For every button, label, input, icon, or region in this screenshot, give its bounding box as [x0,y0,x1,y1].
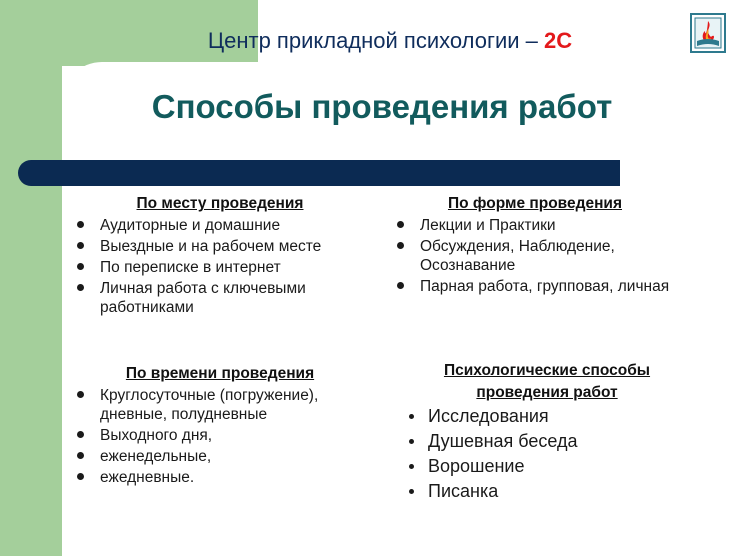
bullet-list [70,216,370,317]
bullet-icon [409,439,414,444]
bullet-icon [77,284,84,291]
bullet-list [390,216,680,296]
bullet-icon [77,221,84,228]
bullet-icon [397,282,404,289]
list-item: Писанка [404,479,690,504]
section-place [70,194,370,317]
header-text: Центр прикладной психологии – [207,28,545,53]
list-item: Аудиторные и домашние [70,216,370,235]
header-accent: 2С [544,28,573,53]
bullet-icon [77,452,84,459]
list-item: По переписке в интернет [70,258,370,277]
page-title: Способы проведения работ [151,88,613,125]
list-item: Обсуждения, Наблюдение, Осознавание [390,237,680,275]
list-item: Ворошение [404,454,690,479]
section-heading: По форме проведения [447,195,623,212]
bullet-icon [409,489,414,494]
section-time [70,364,370,487]
section-heading: По месту проведения [136,195,304,212]
divider-bar [18,160,620,186]
bullet-icon [397,221,404,228]
list-item: Личная работа с ключевыми работниками [70,279,370,317]
section-methods [404,360,690,504]
list-item: ежедневные. [70,468,370,487]
bullet-list [70,386,370,487]
bullet-icon [77,242,84,249]
bullet-icon [77,473,84,480]
bullet-icon [409,414,414,419]
bullet-icon [77,391,84,398]
list-item: еженедельные, [70,447,370,466]
bullet-icon [77,431,84,438]
list-item: Парная работа, групповая, личная [390,277,680,296]
bullet-icon [409,464,414,469]
list-item: Исследования [404,404,690,429]
green-side-panel [0,0,62,556]
section-form [390,194,680,296]
flame-book-icon [690,13,726,53]
bullet-icon [397,242,404,249]
bullet-icon [77,263,84,270]
list-item: Выездные и на рабочем месте [70,237,370,256]
list-item: Круглосуточные (погружение), дневные, полудневные [70,386,370,424]
list-item: Лекции и Практики [390,216,680,235]
section-heading: По времени проведения [125,365,315,382]
list-item: Душевная беседа [404,429,690,454]
section-heading: Психологические способы проведения работ [443,362,651,401]
bullet-list [404,404,690,504]
header [130,28,650,54]
list-item: Выходного дня, [70,426,370,445]
